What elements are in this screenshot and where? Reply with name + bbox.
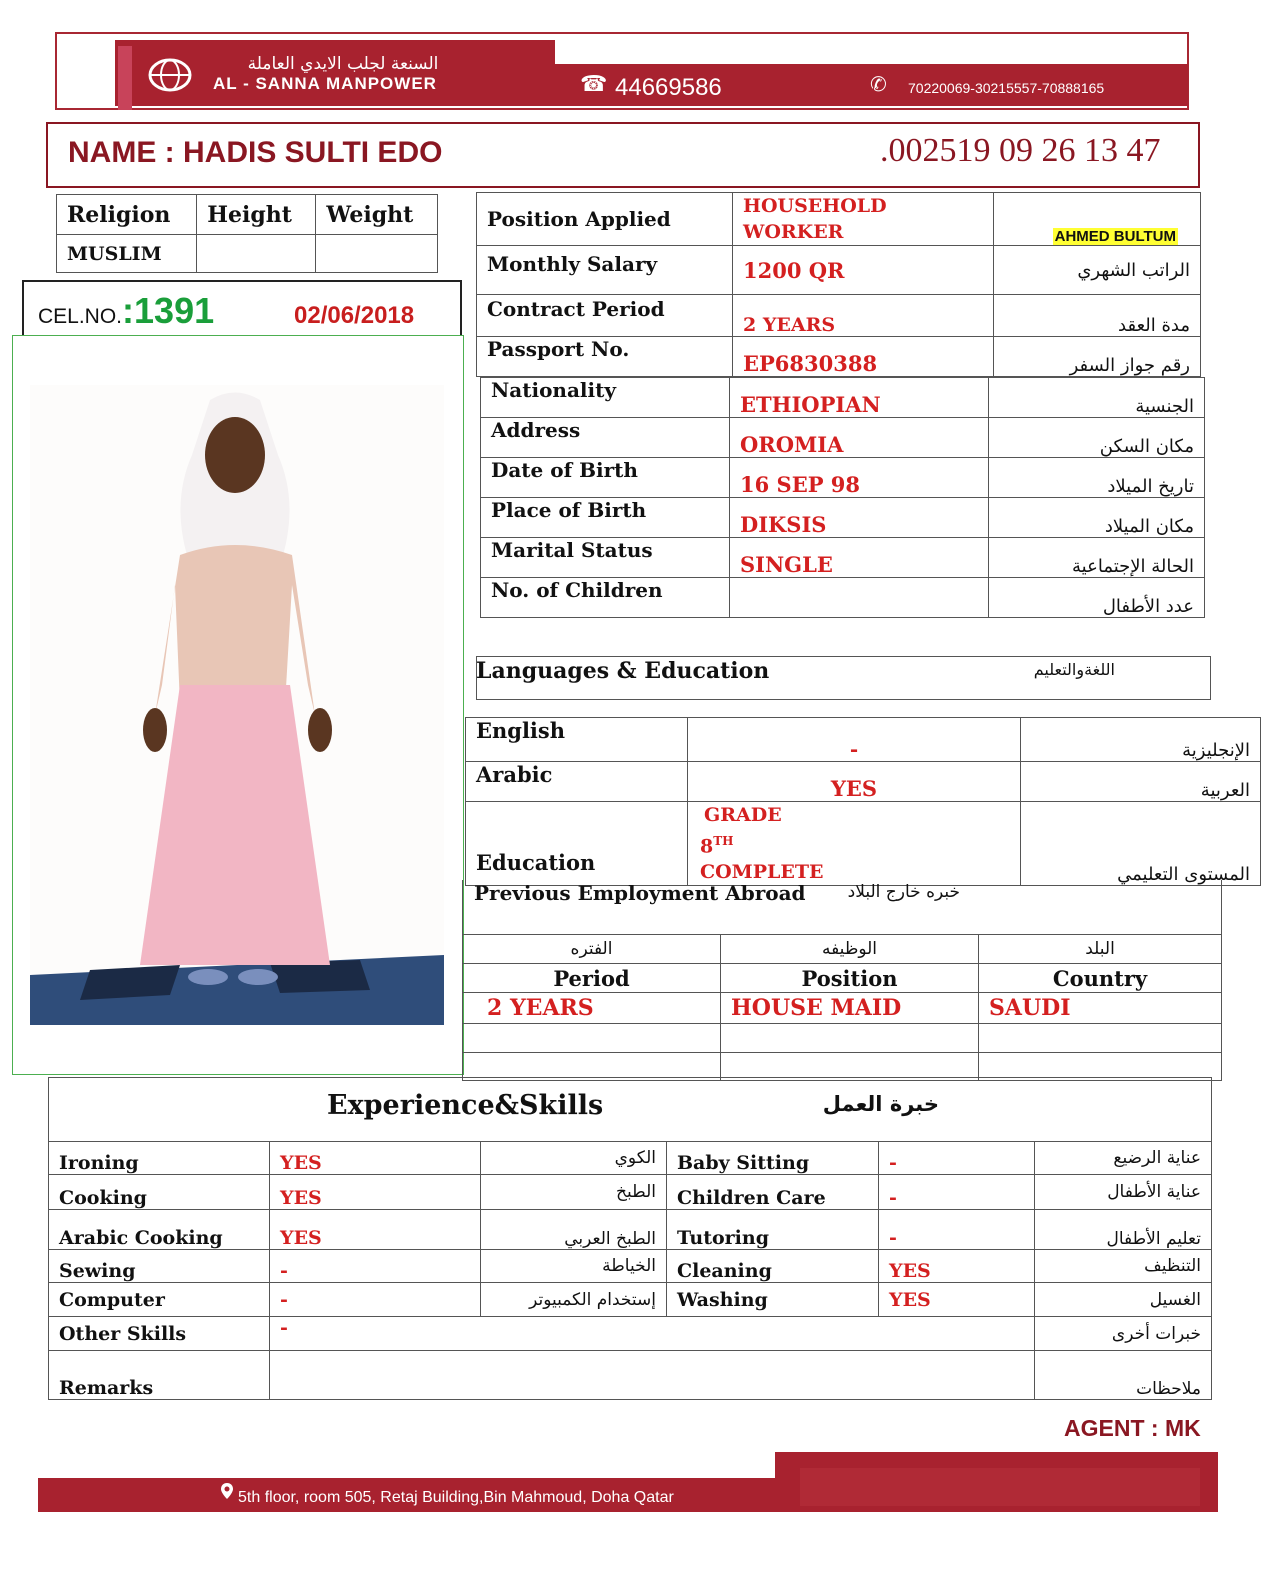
skill-label: Baby Sitting bbox=[667, 1142, 879, 1175]
skill-label-arabic: عناية الرضيع bbox=[1035, 1142, 1212, 1175]
education-sup: TH bbox=[713, 834, 734, 848]
previous-period: 2 YEARS bbox=[463, 993, 721, 1024]
cel-label: CEL.NO. bbox=[38, 305, 123, 328]
skills-title-row bbox=[49, 1078, 1212, 1142]
other-skills-value: - bbox=[270, 1317, 1035, 1351]
language-label-arabic: العربية bbox=[1021, 762, 1261, 802]
previous-country bbox=[979, 1024, 1222, 1053]
personal-label-arabic: الحالة الإجتماعية bbox=[989, 538, 1205, 578]
detail-label-arabic: الراتب الشهري bbox=[994, 246, 1201, 295]
language-row bbox=[466, 718, 1261, 762]
skill-value: - bbox=[879, 1210, 1035, 1250]
skill-row bbox=[49, 1283, 1212, 1317]
other-skills-label: Other Skills bbox=[49, 1317, 270, 1351]
languages-title-arabic: اللغةوالتعليم bbox=[1033, 660, 1115, 679]
detail-row bbox=[477, 337, 1201, 377]
personal-row bbox=[481, 378, 1205, 418]
detail-label: Passport No. bbox=[477, 337, 733, 377]
skill-label: Tutoring bbox=[667, 1210, 879, 1250]
contract-details-table bbox=[476, 192, 1201, 377]
religion-value: MUSLIM bbox=[57, 235, 197, 273]
skill-label-arabic: التنظيف bbox=[1035, 1250, 1212, 1283]
language-label: Arabic bbox=[466, 762, 688, 802]
skill-row bbox=[49, 1250, 1212, 1283]
main-phone: 44669586 bbox=[615, 74, 722, 101]
education-label-arabic: المستوى التعليمي bbox=[1021, 802, 1261, 886]
detail-value: 1200 QR bbox=[733, 246, 994, 295]
other-phones: 70220069-30215557-70888165 bbox=[908, 80, 1105, 96]
education-line1: GRADE bbox=[704, 804, 782, 826]
education-label: Education bbox=[466, 802, 688, 886]
detail-label: Monthly Salary bbox=[477, 246, 733, 295]
skill-label-arabic: الكوي bbox=[481, 1142, 667, 1175]
company-name: AL - SANNA MANPOWER bbox=[213, 74, 437, 93]
personal-row bbox=[481, 418, 1205, 458]
skill-value: YES bbox=[270, 1210, 481, 1250]
personal-label: Nationality bbox=[481, 378, 730, 418]
cel-number: 1391 bbox=[134, 290, 215, 331]
language-label-arabic: الإنجليزية bbox=[1021, 718, 1261, 762]
skill-label: Sewing bbox=[49, 1250, 270, 1283]
personal-label: No. of Children bbox=[481, 578, 730, 618]
language-value: - bbox=[688, 718, 1021, 762]
personal-value: OROMIA bbox=[730, 418, 989, 458]
skill-label-arabic: الغسيل bbox=[1035, 1283, 1212, 1317]
skill-label: Arabic Cooking bbox=[49, 1210, 270, 1250]
detail-value: 2 YEARS bbox=[733, 295, 994, 337]
previous-row bbox=[463, 993, 1222, 1024]
previous-period bbox=[463, 1024, 721, 1053]
skill-label-arabic: تعليم الأطفال bbox=[1035, 1210, 1212, 1250]
personal-label: Date of Birth bbox=[481, 458, 730, 498]
personal-label: Marital Status bbox=[481, 538, 730, 578]
language-label: English bbox=[466, 718, 688, 762]
personal-label-arabic: عدد الأطفال bbox=[989, 578, 1205, 618]
period-header-arabic: الفتره bbox=[463, 935, 721, 964]
skill-label: Cleaning bbox=[667, 1250, 879, 1283]
globe-logo-icon bbox=[148, 58, 192, 92]
candidate-name: NAME : HADIS SULTI EDO bbox=[68, 136, 443, 169]
religion-header: Religion bbox=[57, 195, 197, 235]
personal-details-table bbox=[480, 377, 1205, 618]
skill-value: - bbox=[879, 1142, 1035, 1175]
skill-value: - bbox=[879, 1175, 1035, 1210]
position-header-arabic: الوظيفه bbox=[721, 935, 979, 964]
skill-label: Cooking bbox=[49, 1175, 270, 1210]
skill-label: Computer bbox=[49, 1283, 270, 1317]
detail-label-arabic: رقم جواز السفر bbox=[994, 337, 1201, 377]
skills-title: Experience&Skills bbox=[327, 1090, 604, 1121]
agent-label: AGENT : MK bbox=[1064, 1415, 1201, 1441]
personal-label-arabic: مكان الميلاد bbox=[989, 498, 1205, 538]
detail-value: HOUSEHOLD WORKER bbox=[733, 193, 994, 246]
detail-row bbox=[477, 193, 1201, 246]
education-value bbox=[688, 802, 1021, 886]
skill-label-arabic: الطبخ العربي bbox=[481, 1210, 667, 1250]
detail-label-arabic: مدة العقد bbox=[994, 295, 1201, 337]
personal-row bbox=[481, 578, 1205, 618]
weight-value bbox=[316, 235, 438, 273]
previous-row bbox=[463, 1024, 1222, 1053]
personal-value bbox=[730, 578, 989, 618]
candidate-phone: .002519 09 26 13 47 bbox=[880, 132, 1161, 169]
previous-position: HOUSE MAID bbox=[721, 993, 979, 1024]
other-skills-label-arabic: خبرات أخرى bbox=[1035, 1317, 1212, 1351]
footer-address: 5th floor, room 505, Retaj Building,Bin Mahmoud, Doha Qatar bbox=[238, 1489, 674, 1506]
previous-employment-title: Previous Employment Abroad bbox=[474, 881, 806, 905]
previous-header-row bbox=[463, 964, 1222, 993]
language-value: YES bbox=[688, 762, 1021, 802]
cel-colon: : bbox=[122, 290, 135, 331]
previous-country: SAUDI bbox=[979, 993, 1222, 1024]
personal-label: Place of Birth bbox=[481, 498, 730, 538]
detail-row bbox=[477, 295, 1201, 337]
personal-label-arabic: تاريخ الميلاد bbox=[989, 458, 1205, 498]
skill-label-arabic: عناية الأطفال bbox=[1035, 1175, 1212, 1210]
skill-row bbox=[49, 1175, 1212, 1210]
highlighted-name: AHMED BULTUM bbox=[1054, 228, 1176, 245]
previous-employment-table bbox=[462, 934, 1222, 1081]
education-row bbox=[466, 802, 1261, 886]
personal-row bbox=[481, 538, 1205, 578]
detail-extra bbox=[994, 193, 1201, 246]
phone-icon: ☎ bbox=[580, 72, 608, 97]
skill-label-arabic: إستخدام الكمبيوتر bbox=[481, 1283, 667, 1317]
personal-row bbox=[481, 498, 1205, 538]
other-skills-row bbox=[49, 1317, 1212, 1351]
language-row bbox=[466, 762, 1261, 802]
detail-label: Position Applied bbox=[477, 193, 733, 246]
skill-value: YES bbox=[879, 1250, 1035, 1283]
detail-value: EP6830388 bbox=[733, 337, 994, 377]
skill-value: YES bbox=[270, 1175, 481, 1210]
footer-bar-right-inner bbox=[800, 1468, 1200, 1506]
skill-value: - bbox=[270, 1283, 481, 1317]
previous-employment-title-arabic: خبره خارج البلاد bbox=[847, 882, 960, 902]
skill-label-arabic: الخياطة bbox=[481, 1250, 667, 1283]
skill-row bbox=[49, 1210, 1212, 1250]
location-pin-icon bbox=[220, 1482, 234, 1500]
skill-value: YES bbox=[879, 1283, 1035, 1317]
country-header-arabic: البلد bbox=[979, 935, 1222, 964]
position-header: Position bbox=[721, 964, 979, 993]
detail-row bbox=[477, 246, 1201, 295]
personal-value: DIKSIS bbox=[730, 498, 989, 538]
education-line3: COMPLETE bbox=[700, 861, 824, 884]
detail-label: Contract Period bbox=[477, 295, 733, 337]
remarks-label-arabic: ملاحظات bbox=[1035, 1351, 1212, 1400]
personal-value: ETHIOPIAN bbox=[730, 378, 989, 418]
skills-title-arabic: خبرة العمل bbox=[822, 1092, 939, 1116]
remarks-value bbox=[270, 1351, 1035, 1400]
physical-table bbox=[56, 194, 438, 273]
mobile-icon: ✆ bbox=[870, 72, 887, 96]
skill-label: Washing bbox=[667, 1283, 879, 1317]
cel-date: 02/06/2018 bbox=[294, 302, 415, 329]
remarks-label: Remarks bbox=[49, 1351, 270, 1400]
skill-row bbox=[49, 1142, 1212, 1175]
previous-header-arabic-row bbox=[463, 935, 1222, 964]
remarks-row bbox=[49, 1351, 1212, 1400]
personal-row bbox=[481, 458, 1205, 498]
skill-label: Children Care bbox=[667, 1175, 879, 1210]
skill-value: YES bbox=[270, 1142, 481, 1175]
weight-header: Weight bbox=[316, 195, 438, 235]
skills-title-cell bbox=[49, 1078, 1212, 1142]
skills-table bbox=[48, 1077, 1212, 1400]
personal-value: SINGLE bbox=[730, 538, 989, 578]
education-line2: 8 bbox=[700, 835, 714, 858]
period-header: Period bbox=[463, 964, 721, 993]
personal-label-arabic: الجنسية bbox=[989, 378, 1205, 418]
previous-position bbox=[721, 1024, 979, 1053]
personal-label-arabic: مكان السكن bbox=[989, 418, 1205, 458]
cel-number-row bbox=[38, 290, 214, 332]
languages-title: Languages & Education bbox=[476, 658, 770, 684]
company-name-arabic: السنعة لجلب الايدي العاملة bbox=[247, 54, 439, 74]
height-value bbox=[197, 235, 316, 273]
languages-table bbox=[465, 717, 1261, 886]
country-header: Country bbox=[979, 964, 1222, 993]
personal-value: 16 SEP 98 bbox=[730, 458, 989, 498]
candidate-photo bbox=[30, 385, 444, 1025]
header-accent-bar bbox=[118, 46, 132, 110]
skill-label: Ironing bbox=[49, 1142, 270, 1175]
height-header: Height bbox=[197, 195, 316, 235]
skill-label-arabic: الطبخ bbox=[481, 1175, 667, 1210]
personal-label: Address bbox=[481, 418, 730, 458]
skill-value: - bbox=[270, 1250, 481, 1283]
